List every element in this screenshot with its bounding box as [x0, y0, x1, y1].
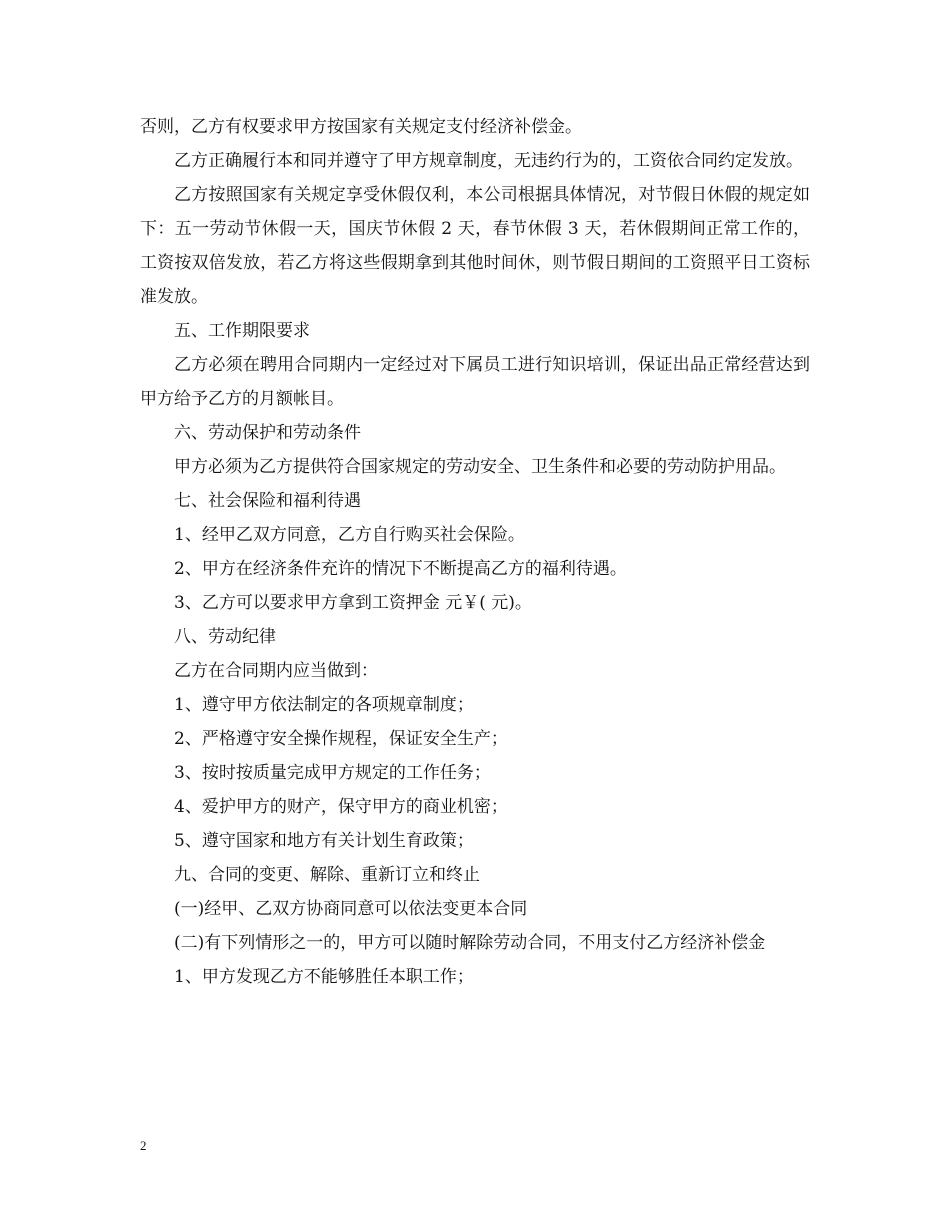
- paragraph: 否则，乙方有权要求甲方按国家有关规定支付经济补偿金。: [140, 117, 582, 137]
- paragraph: 3、乙方可以要求甲方拿到工资押金 元￥( 元)。: [174, 593, 532, 613]
- paragraph: 1、甲方发现乙方不能够胜任本职工作；: [174, 967, 474, 987]
- paragraph: 九、合同的变更、解除、重新订立和终止: [174, 865, 480, 885]
- paragraph: 乙方正确履行本和同并遵守了甲方规章制度，无违约行为的，工资依合同约定发放。: [174, 151, 803, 171]
- paragraph: 六、劳动保护和劳动条件: [174, 423, 361, 443]
- paragraph: 2、甲方在经济条件充许的情况下不断提高乙方的福利待遇。: [174, 559, 627, 579]
- paragraph: 乙方在合同期内应当做到：: [174, 661, 378, 681]
- paragraph: 4、爱护甲方的财产，保守甲方的商业机密；: [174, 797, 508, 817]
- paragraph: (二)有下列情形之一的，甲方可以随时解除劳动合同，不用支付乙方经济补偿金: [174, 933, 766, 953]
- paragraph: 5、遵守国家和地方有关计划生育政策；: [174, 831, 474, 851]
- paragraph: 乙方按照国家有关规定享受休假仅利，本公司根据具体情况，对节假日休假的规定如下：五一劳动节休假一天，国庆节休假 2 天，春节休假 3 天，若休假期间正常工作的，工资按双倍发放，若乙方将这些假期拿到其他时间休，则节假日期间的工资照平日工资标准发放。: [140, 185, 810, 307]
- paragraph: 3、按时按质量完成甲方规定的工作任务；: [174, 763, 491, 783]
- paragraph: 乙方必须在聘用合同期内一定经过对下属员工进行知识培训，保证出品正常经营达到甲方给予乙方的月额帐目。: [140, 355, 810, 409]
- paragraph: 2、严格遵守安全操作规程，保证安全生产；: [174, 729, 508, 749]
- paragraph: 八、劳动纪律: [174, 627, 276, 647]
- document-body: [140, 110, 810, 994]
- paragraph: 1、遵守甲方依法制定的各项规章制度；: [174, 695, 474, 715]
- page-number: 2: [140, 1138, 147, 1153]
- paragraph: 甲方必须为乙方提供符合国家规定的劳动安全、卫生条件和必要的劳动防护用品。: [174, 457, 786, 477]
- paragraph: 七、社会保险和福利待遇: [174, 491, 361, 511]
- paragraph: (一)经甲、乙双方协商同意可以依法变更本合同: [174, 899, 528, 919]
- paragraph: 五、工作期限要求: [174, 321, 310, 341]
- paragraph: 1、经甲乙双方同意，乙方自行购买社会保险。: [174, 525, 525, 545]
